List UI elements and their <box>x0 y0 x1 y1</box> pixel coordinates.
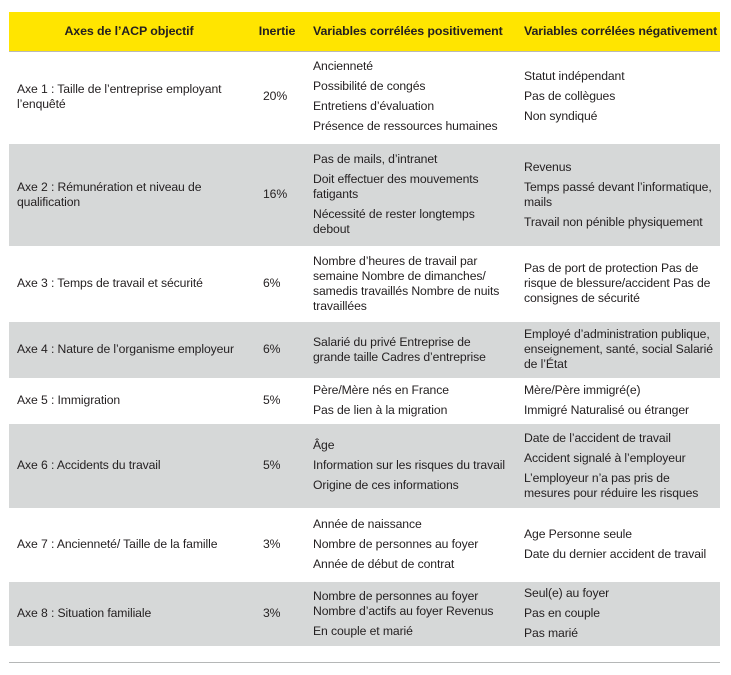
negative-variable: Immigré Naturalisé ou étranger <box>524 403 689 417</box>
negative-variables-cell <box>516 423 720 509</box>
axe-label: Axe 5 : Immigration <box>9 379 249 423</box>
positive-variables-cell <box>305 509 516 581</box>
negative-variable: Non syndiqué <box>524 109 598 124</box>
inertie-value: 3% <box>249 509 305 581</box>
positive-variable: Salarié du privé Entreprise de grande taille Cadres d’entreprise <box>313 334 486 364</box>
positive-variable: Année de début de contrat <box>313 557 455 571</box>
negative-variables-cell <box>516 321 720 379</box>
negative-variable: Statut indépendant <box>524 69 625 84</box>
axe-label: Axe 2 : Rémunération et niveau de qualification <box>9 143 249 247</box>
positive-variable: En couple et marié <box>313 623 413 638</box>
table-row <box>9 321 720 379</box>
negative-variable: Pas en couple <box>524 606 600 620</box>
positive-variables-cell <box>305 247 516 321</box>
acp-table-container <box>9 12 720 648</box>
negative-variable: L’employeur n’a pas pris de mesures pour réduire les risques <box>524 470 699 500</box>
positive-variable: Nombre d’heures de travail par semaine Nombre de dimanches/ samedis travaillés Nombre de nuits travaillées <box>313 253 500 313</box>
positive-variable: Doit effectuer des mouvements fatigants <box>313 172 479 201</box>
positive-variable: Année de naissance <box>313 517 422 531</box>
table-row <box>9 143 720 247</box>
negative-variable: Pas de collègues <box>524 89 616 104</box>
positive-variables-cell <box>305 143 516 247</box>
positive-variables-cell <box>305 52 516 143</box>
positive-variable: Présence de ressources humaines <box>313 119 498 134</box>
inertie-value: 5% <box>249 379 305 423</box>
negative-variables-cell <box>516 52 720 143</box>
inertie-value: 6% <box>249 247 305 321</box>
axe-label: Axe 1 : Taille de l’entreprise employant l’enquêté <box>9 52 249 143</box>
negative-variable: Seul(e) au foyer <box>524 586 610 600</box>
negative-variable: Temps passé devant l’informatique, mails <box>524 179 712 209</box>
header-positive: Variables corrélées positivement <box>305 12 516 52</box>
axe-label: Axe 8 : Situation familiale <box>9 581 249 647</box>
positive-variable: Nombre de personnes au foyer <box>313 537 479 551</box>
negative-variable: Travail non pénible physiquement <box>524 214 703 229</box>
negative-variables-cell <box>516 143 720 247</box>
negative-variable: Pas de port de protection Pas de risque de blessure/accident Pas de consignes de sécurité <box>524 261 711 305</box>
table-row <box>9 581 720 647</box>
table-row <box>9 379 720 423</box>
positive-variable: Entretiens d’évaluation <box>313 99 435 114</box>
negative-variables-cell <box>516 247 720 321</box>
negative-variable: Date de l’accident de travail <box>524 430 671 445</box>
axe-label: Axe 7 : Ancienneté/ Taille de la famille <box>9 509 249 581</box>
negative-variables-cell <box>516 509 720 581</box>
positive-variable: Ancienneté <box>313 59 373 74</box>
negative-variable: Accident signalé à l’employeur <box>524 450 686 465</box>
table-row <box>9 247 720 321</box>
inertie-value: 20% <box>249 52 305 143</box>
inertie-value: 3% <box>249 581 305 647</box>
table-row <box>9 423 720 509</box>
negative-variable: Date du dernier accident de travail <box>524 547 707 561</box>
negative-variable: Employé d’administration publique, enseignement, santé, social Salarié de l’État <box>524 327 713 371</box>
positive-variable: Père/Mère nés en France <box>313 383 449 397</box>
negative-variable: Mère/Père immigré(e) <box>524 383 641 397</box>
positive-variable: Pas de lien à la migration <box>313 403 448 417</box>
positive-variables-cell <box>305 581 516 647</box>
header-axes: Axes de l’ACP objectif <box>9 12 249 52</box>
negative-variable: Age Personne seule <box>524 527 632 541</box>
header-row <box>9 12 720 52</box>
positive-variable: Origine de ces informations <box>313 478 459 492</box>
table-row <box>9 52 720 143</box>
positive-variables-cell <box>305 321 516 379</box>
table-header <box>9 12 720 52</box>
table-body <box>9 52 720 647</box>
axe-label: Axe 4 : Nature de l’organisme employeur <box>9 321 249 379</box>
inertie-value: 6% <box>249 321 305 379</box>
axe-label: Axe 6 : Accidents du travail <box>9 423 249 509</box>
positive-variable: Information sur les risques du travail <box>313 458 505 472</box>
positive-variable: Possibilité de congés <box>313 79 426 94</box>
inertie-value: 16% <box>249 143 305 247</box>
positive-variable: Âge <box>313 438 335 452</box>
inertie-value: 5% <box>249 423 305 509</box>
positive-variables-cell <box>305 379 516 423</box>
header-inertie: Inertie <box>249 12 305 52</box>
negative-variable: Pas marié <box>524 626 578 640</box>
positive-variable: Nécessité de rester longtemps debout <box>313 207 475 236</box>
header-negative: Variables corrélées négativement <box>516 12 720 52</box>
negative-variable: Revenus <box>524 159 572 174</box>
positive-variable: Pas de mails, d’intranet <box>313 152 438 166</box>
acp-axes-table <box>9 12 720 648</box>
positive-variables-cell <box>305 423 516 509</box>
table-bottom-border <box>9 662 720 663</box>
axe-label: Axe 3 : Temps de travail et sécurité <box>9 247 249 321</box>
table-row <box>9 509 720 581</box>
positive-variable: Nombre de personnes au foyer Nombre d’actifs au foyer Revenus <box>313 588 494 618</box>
negative-variables-cell <box>516 581 720 647</box>
negative-variables-cell <box>516 379 720 423</box>
